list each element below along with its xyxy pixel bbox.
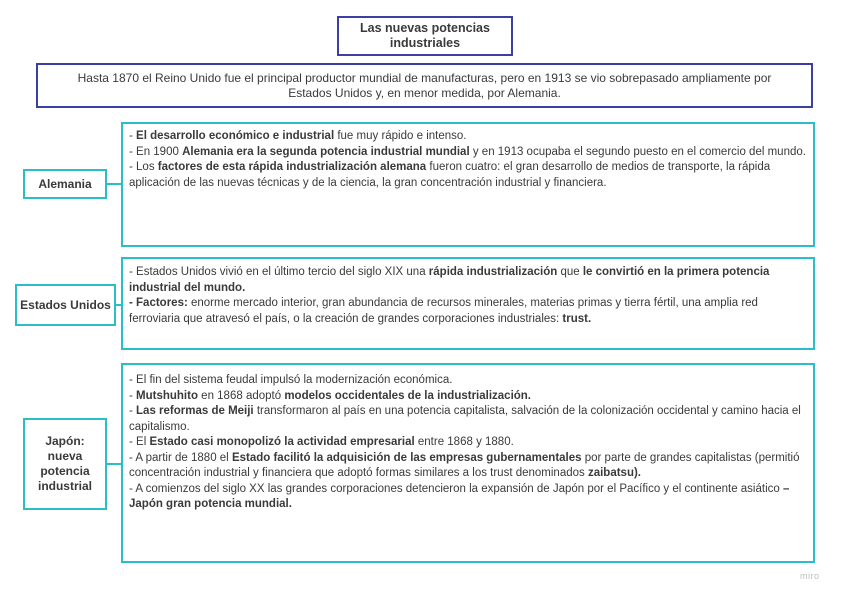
label-japon bbox=[23, 418, 107, 510]
bold-text: - Factores: bbox=[129, 297, 188, 309]
label-alemania bbox=[23, 169, 107, 199]
bullet-item bbox=[129, 404, 807, 435]
bold-text: rápida industrialización bbox=[428, 266, 558, 278]
miro-logo: miro bbox=[800, 571, 820, 581]
bold-text: Estado casi monopolizó la actividad empresarial bbox=[149, 436, 415, 448]
bullet-item bbox=[129, 145, 807, 161]
bullet-item bbox=[129, 451, 807, 482]
label-japon-text: Japón: nueva potencia industrial bbox=[37, 434, 92, 493]
text: - bbox=[129, 389, 137, 402]
content-alemania bbox=[121, 122, 815, 247]
bold-text: le convirtió en la primera potencia industrial del mundo. bbox=[129, 266, 770, 294]
bold-text: Mutshuhito bbox=[136, 389, 198, 402]
text: - En 1900 bbox=[129, 145, 183, 158]
text: y en 1913 ocupaba el segundo puesto en el comercio del mundo. bbox=[469, 145, 806, 158]
bold-text: Las reformas de Meiji bbox=[136, 405, 254, 417]
text: que bbox=[557, 266, 583, 278]
text: en 1868 adoptó bbox=[197, 389, 285, 402]
label-estados-unidos bbox=[15, 284, 116, 326]
bold-text: modelos occidentales de la industrialización. bbox=[284, 389, 532, 402]
intro-text: Hasta 1870 el Reino Unido fue el principal productor mundial de manufacturas, pero en 1913 se vio sobrepasado ampliamente por Estados Unidos y, en menor medida, por Alemania. bbox=[77, 70, 772, 100]
text: - Los bbox=[129, 161, 158, 173]
bold-text: Alemania era la segunda potencia industrial mundial bbox=[182, 145, 470, 158]
bold-text: factores de esta rápida industrialización alemana bbox=[157, 161, 427, 173]
bullet-item bbox=[129, 160, 807, 191]
bullet-item bbox=[129, 435, 807, 451]
text: por parte de grandes capitalistas (permitió concentración industrial y financiera que adoptó formas similares a los trust denominados bbox=[129, 451, 800, 479]
bold-text: Estado facilitó la adquisición de las empresas gubernamentales bbox=[231, 451, 582, 464]
label-estados-unidos-text: Estados Unidos bbox=[20, 297, 111, 312]
connector-alemania bbox=[107, 183, 121, 185]
diagram-title bbox=[337, 16, 513, 56]
text: - El fin del sistema feudal impulsó la modernización económica. bbox=[129, 374, 453, 386]
content-japon bbox=[121, 363, 815, 563]
bullet-item bbox=[129, 265, 807, 296]
bold-text: zaibatsu). bbox=[587, 467, 642, 479]
bullet-item bbox=[129, 373, 807, 389]
bullet-item bbox=[129, 129, 807, 145]
bullet-item bbox=[129, 389, 807, 405]
bold-text: trust. bbox=[562, 312, 592, 325]
bullet-item bbox=[129, 482, 807, 513]
connector-japon bbox=[107, 463, 121, 465]
text: transformaron al país en una potencia capitalista, salvación de la colonización occidental y camino hacia el capitalismo. bbox=[129, 405, 801, 433]
label-alemania-text: Alemania bbox=[38, 176, 92, 191]
text: entre 1868 y 1880. bbox=[414, 436, 514, 448]
diagram-title-text: Las nuevas potencias industriales bbox=[360, 21, 490, 50]
intro-box bbox=[36, 63, 813, 108]
bullet-item bbox=[129, 296, 807, 327]
text: - bbox=[129, 130, 137, 142]
text: enorme mercado interior, gran abundancia de recursos minerales, materias primas y tierra fértil, una amplia red ferroviaria que atravesó el país, o la creación de grandes corporaciones industriales: bbox=[129, 297, 758, 325]
text: - A partir de 1880 el bbox=[129, 451, 232, 464]
text: - El bbox=[129, 436, 150, 448]
bold-text: El desarrollo económico e industrial bbox=[136, 130, 335, 142]
text: fueron cuatro: el gran desarrollo de medios de transporte, la rápida aplicación de las nuevas técnicas y de la ciencia, la gran concentración industrial y financiera. bbox=[129, 161, 771, 189]
content-estados-unidos bbox=[121, 257, 815, 350]
text: - A comienzos del siglo XX las grandes corporaciones detencieron la expansión de Japón por el Pacífico y el continente asiático bbox=[129, 482, 783, 495]
bold-text: – Japón gran potencia mundial. bbox=[129, 482, 790, 510]
text: - bbox=[129, 405, 137, 417]
text: fue muy rápido e intenso. bbox=[334, 130, 467, 142]
text: - Estados Unidos vivió en el último tercio del siglo XIX una bbox=[129, 266, 429, 278]
